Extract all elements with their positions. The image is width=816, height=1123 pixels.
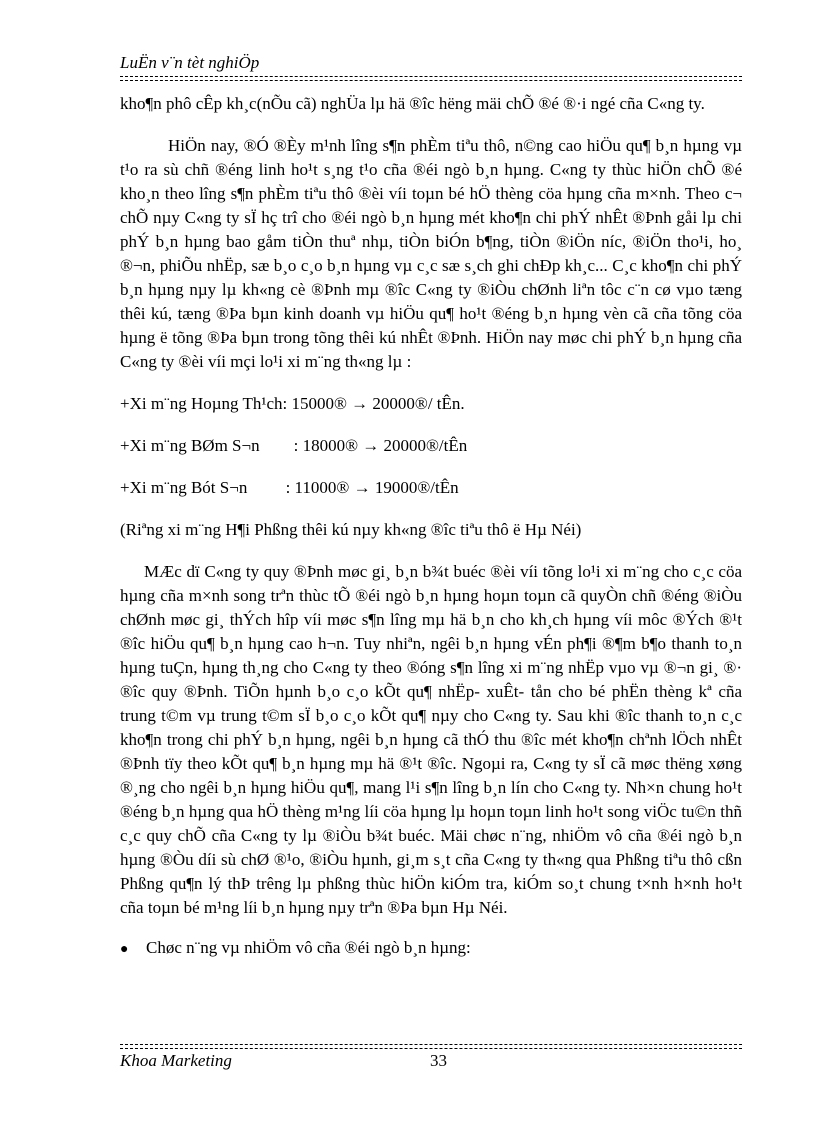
- header-title: LuËn v¨n tèt nghiÖp: [120, 53, 260, 72]
- bullet-item: [120, 936, 742, 962]
- page-header: [120, 52, 742, 74]
- price-line-hoang-thach: +Xi m¨ng Hoµng Th¹ch: 15000® → 20000®/ tÊn.: [120, 394, 465, 413]
- note-line: (Riªng xi m¨ng H¶i Phßng thêi kú nµy kh«ng ®îc tiªu thô ë Hµ Néi): [120, 520, 582, 539]
- page-body: [120, 92, 742, 962]
- footer-rule: [120, 1044, 742, 1045]
- price-line-bim-son: +Xi m¨ng BØm S¬n : 18000® → 20000®/tÊn: [120, 436, 468, 455]
- bullet-text: Chøc n¨ng vµ nhiÖm vô cña ®éi ngò b¸n hµng:: [146, 938, 471, 957]
- header-rule-2: [120, 80, 742, 81]
- paragraph-3: MÆc dï C«ng ty quy ®Þnh møc gi¸ b¸n b¾t buéc ®èi víi tõng lo¹i xi m¨ng cho c¸c cöa hµng cña m×nh song trªn thùc tÕ ®éi ngò b¸n hµng hoµn toµn cã quyÒn chñ ®éng ®iÒu chØnh møc gi¸ thÝch hîp víi møc s¶n lîng mµ hä b¸n cho kh¸ch hµng víi môc ®Ých ®¹t ®îc hiÖu qu¶ b¸n hµng cao h¬n. Tuy nhiªn, ngêi b¸n hµng vÉn ph¶i ®¶m b¶o thanh to¸n hµng tuÇn, hµng th¸ng cho C«ng ty theo ®óng s¶n lîng xi m¨ng nhËp vµo vµ ®¬n gi¸ ®· ®îc quy ®Þnh. TiÕn hµnh b¸o c¸o kÕt qu¶ nhËp- xuÊt- tån cho bé phËn thèng kª cña trung t©m vµ trung t©m sÏ b¸o c¸o kÕt qu¶ nµy cho C«ng ty. Sau khi ®îc thanh to¸n c¸c kho¶n trong chi phÝ b¸n hµng, ngêi b¸n hµng cã thÓ thu ®îc mét kho¶n chªnh lÖch nhÊt ®Þnh tïy theo kÕt qu¶ b¸n hµng mµ hä ®¹t ®îc. Ngoµi ra, C«ng ty sÏ cã møc thëng xøng ®¸ng cho ngêi b¸n hµng hiÖu qu¶, mang l¹i s¶n lîng b¸n lín cho C«ng ty. Nh×n chung ho¹t ®éng b¸n hµng qua hÖ thèng m¹ng líi cöa hµng lµ hoµn toµn linh ho¹t song viÖc tu©n thñ c¸c quy chÕ cña C«ng ty lµ ®iÒu b¾t buéc. Mäi chøc n¨ng, nhiÖm vô cña ®éi ngò b¸n hµng ®Òu díi sù chØ ®¹o, ®iÒu hµnh, gi¸m s¸t cña C«ng ty th«ng qua Phßng tiªu thô cßn Phßng qu¶n lý thÞ trêng lµ phßng thùc hiÖn kiÓm tra, kiÓm so¸t chung t×nh h×nh ho¹t cña toµn bé m¹ng líi b¸n hµng nµy trªn ®Þa bµn Hµ Néi.: [120, 562, 742, 917]
- page-number: 33: [430, 1051, 447, 1070]
- paragraph-2: HiÖn nay, ®Ó ®Èy m¹nh lîng s¶n phÈm tiªu thô, n©ng cao hiÖu qu¶ b¸n hµng vµ t¹o ra sù chñ ®éng linh ho¹t s¸ng t¹o cña ®éi ngò b¸n hµng. C«ng ty thùc hiÖn chÕ ®é kho¸n theo lîng s¶n phÈm tiªu thô ®èi víi toµn bé hÖ thèng cöa hµng cña m×nh. Theo c¬ chÕ nµy C«ng ty sÏ hç trî cho ®éi ngò b¸n hµng mét kho¶n chi phÝ nhÊt ®Þnh gåi lµ chi phÝ b¸n hµng bao gåm tiÒn thuª nhµ, tiÒn biÓn b¶ng, tiÒn ®iÖn níc, ®iÖn tho¹i, ho¸ ®¬n, phiÕu nhËp, sæ b¸o c¸o b¸n hµng vµ c¸c sæ s¸ch ghi chÐp kh¸c... C¸c kho¶n chi phÝ b¸n hµng nµy lµ kh«ng cè ®Þnh mµ ®îc C«ng ty ®iÒu chØnh liªn tôc c¨n cø vµo tæng thêi kú, tæng ®Þa bµn kinh doanh vµ hiÖu qu¶ ho¹t ®éng b¸n hµng vèn cã cña tõng cöa hµng ë tõng ®Þa bµn trong tõng thêi kú nhÊt ®Þnh. HiÖn nay møc chi phÝ b¸n hµng cña C«ng ty ®èi víi mçi lo¹i xi m¨ng th«ng lµ :: [120, 136, 742, 371]
- footer-department: Khoa Marketing: [120, 1051, 232, 1070]
- paragraph-1: kho¶n phô cÊp kh¸c(nÕu cã) nghÜa lµ hä ®îc hëng mäi chÕ ®é ®·i ngé cña C«ng ty.: [120, 94, 705, 113]
- bullet-icon: ●: [120, 942, 129, 957]
- header-rule: [120, 76, 742, 77]
- footer-rule-2: [120, 1048, 742, 1049]
- price-line-but-son: +Xi m¨ng Bót S¬n : 11000® → 19000®/tÊn: [120, 478, 459, 497]
